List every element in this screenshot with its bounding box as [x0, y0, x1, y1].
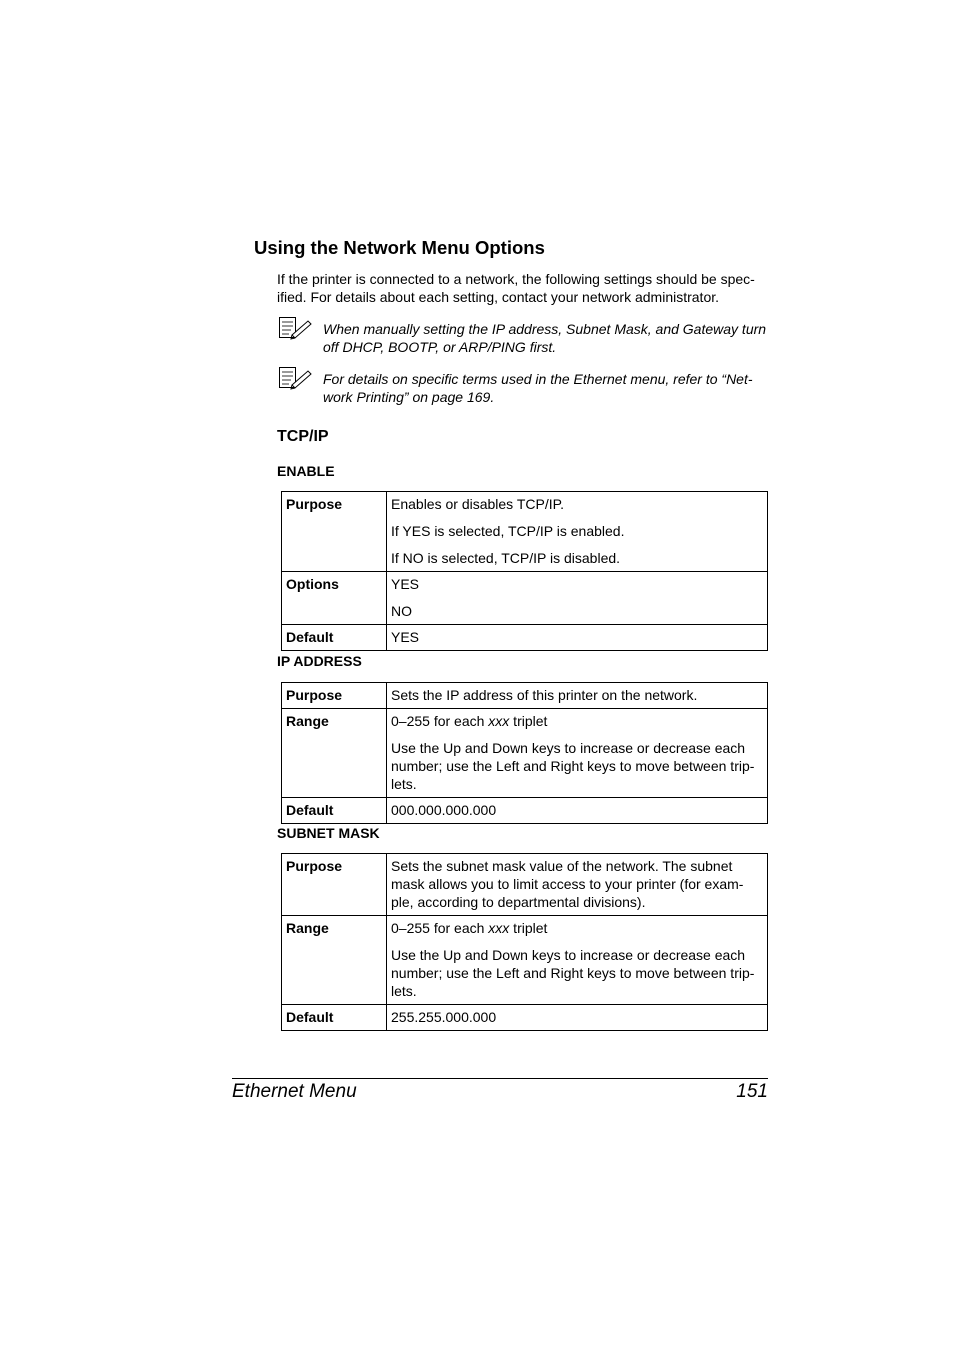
range-line [391, 919, 763, 937]
row-label: Purpose [282, 492, 387, 572]
range-prefix: 0–255 for each [391, 920, 489, 936]
range-prefix: 0–255 for each [391, 713, 489, 729]
subnet-mask-table [281, 853, 768, 1031]
section-title: Using the Network Menu Options [254, 237, 545, 258]
note-pencil-icon [278, 316, 314, 340]
table-row [282, 683, 768, 709]
table-row [282, 492, 768, 572]
row-value [387, 916, 768, 1005]
subnet-mask-heading: SUBNET MASK [277, 825, 380, 841]
table-row [282, 854, 768, 916]
range-var: xxx [488, 713, 510, 729]
row-label: Purpose [282, 854, 387, 916]
default-value: 000.000.000.000 [387, 798, 768, 824]
option-value: YES [391, 576, 420, 592]
range-suffix: triplet [509, 713, 548, 729]
note-2 [278, 370, 770, 410]
option-value: NO [391, 603, 412, 619]
row-label: Range [282, 916, 387, 1005]
intro-paragraph: If the printer is connected to a network, the following settings should be spec- ified. For details about each setting, contact your network administrator. [277, 271, 755, 305]
ip-address-table [281, 682, 768, 824]
row-label: Default [282, 1005, 387, 1031]
note-pencil-icon [278, 366, 314, 390]
row-label: Default [282, 625, 387, 651]
purpose-line: Enables or disables TCP/IP. [391, 496, 565, 512]
note-text: For details on specific terms used in the Ethernet menu, refer to “Net- work Printing” on page 169. [323, 371, 753, 405]
purpose-line: If YES is selected, TCP/IP is enabled. [391, 523, 625, 539]
default-value: 255.255.000.000 [387, 1005, 768, 1031]
row-label: Default [282, 798, 387, 824]
table-row [282, 1005, 768, 1031]
table-row [282, 916, 768, 1005]
table-row [282, 625, 768, 651]
row-value [387, 709, 768, 798]
note-1 [278, 320, 770, 360]
tcpip-heading: TCP/IP [277, 428, 329, 445]
purpose-value: Sets the IP address of this printer on the network. [387, 683, 768, 709]
row-value [387, 572, 768, 625]
row-value [387, 492, 768, 572]
row-label: Range [282, 709, 387, 798]
page-number: 151 [736, 1081, 768, 1102]
range-var: xxx [488, 920, 510, 936]
default-value: YES [387, 625, 768, 651]
range-detail: Use the Up and Down keys to increase or decrease each number; use the Left and Right keys to move between trip- lets. [391, 740, 755, 792]
table-row [282, 572, 768, 625]
range-line [391, 712, 763, 730]
footer-rule [232, 1078, 768, 1079]
row-label: Options [282, 572, 387, 625]
enable-heading: ENABLE [277, 463, 335, 479]
purpose-value: Sets the subnet mask value of the network. The subnet mask allows you to limit access to your printer (for exam- ple, according to departmental divisions). [387, 854, 768, 916]
range-detail: Use the Up and Down keys to increase or decrease each number; use the Left and Right keys to move between trip- lets. [391, 947, 755, 999]
range-suffix: triplet [509, 920, 548, 936]
footer-title: Ethernet Menu [232, 1081, 357, 1102]
table-row [282, 798, 768, 824]
table-row [282, 709, 768, 798]
ip-address-heading: IP ADDRESS [277, 653, 362, 669]
purpose-line: If NO is selected, TCP/IP is disabled. [391, 550, 621, 566]
note-text: When manually setting the IP address, Subnet Mask, and Gateway turn off DHCP, BOOTP, or ARP/PING first. [323, 321, 767, 355]
row-label: Purpose [282, 683, 387, 709]
enable-table [281, 491, 768, 651]
